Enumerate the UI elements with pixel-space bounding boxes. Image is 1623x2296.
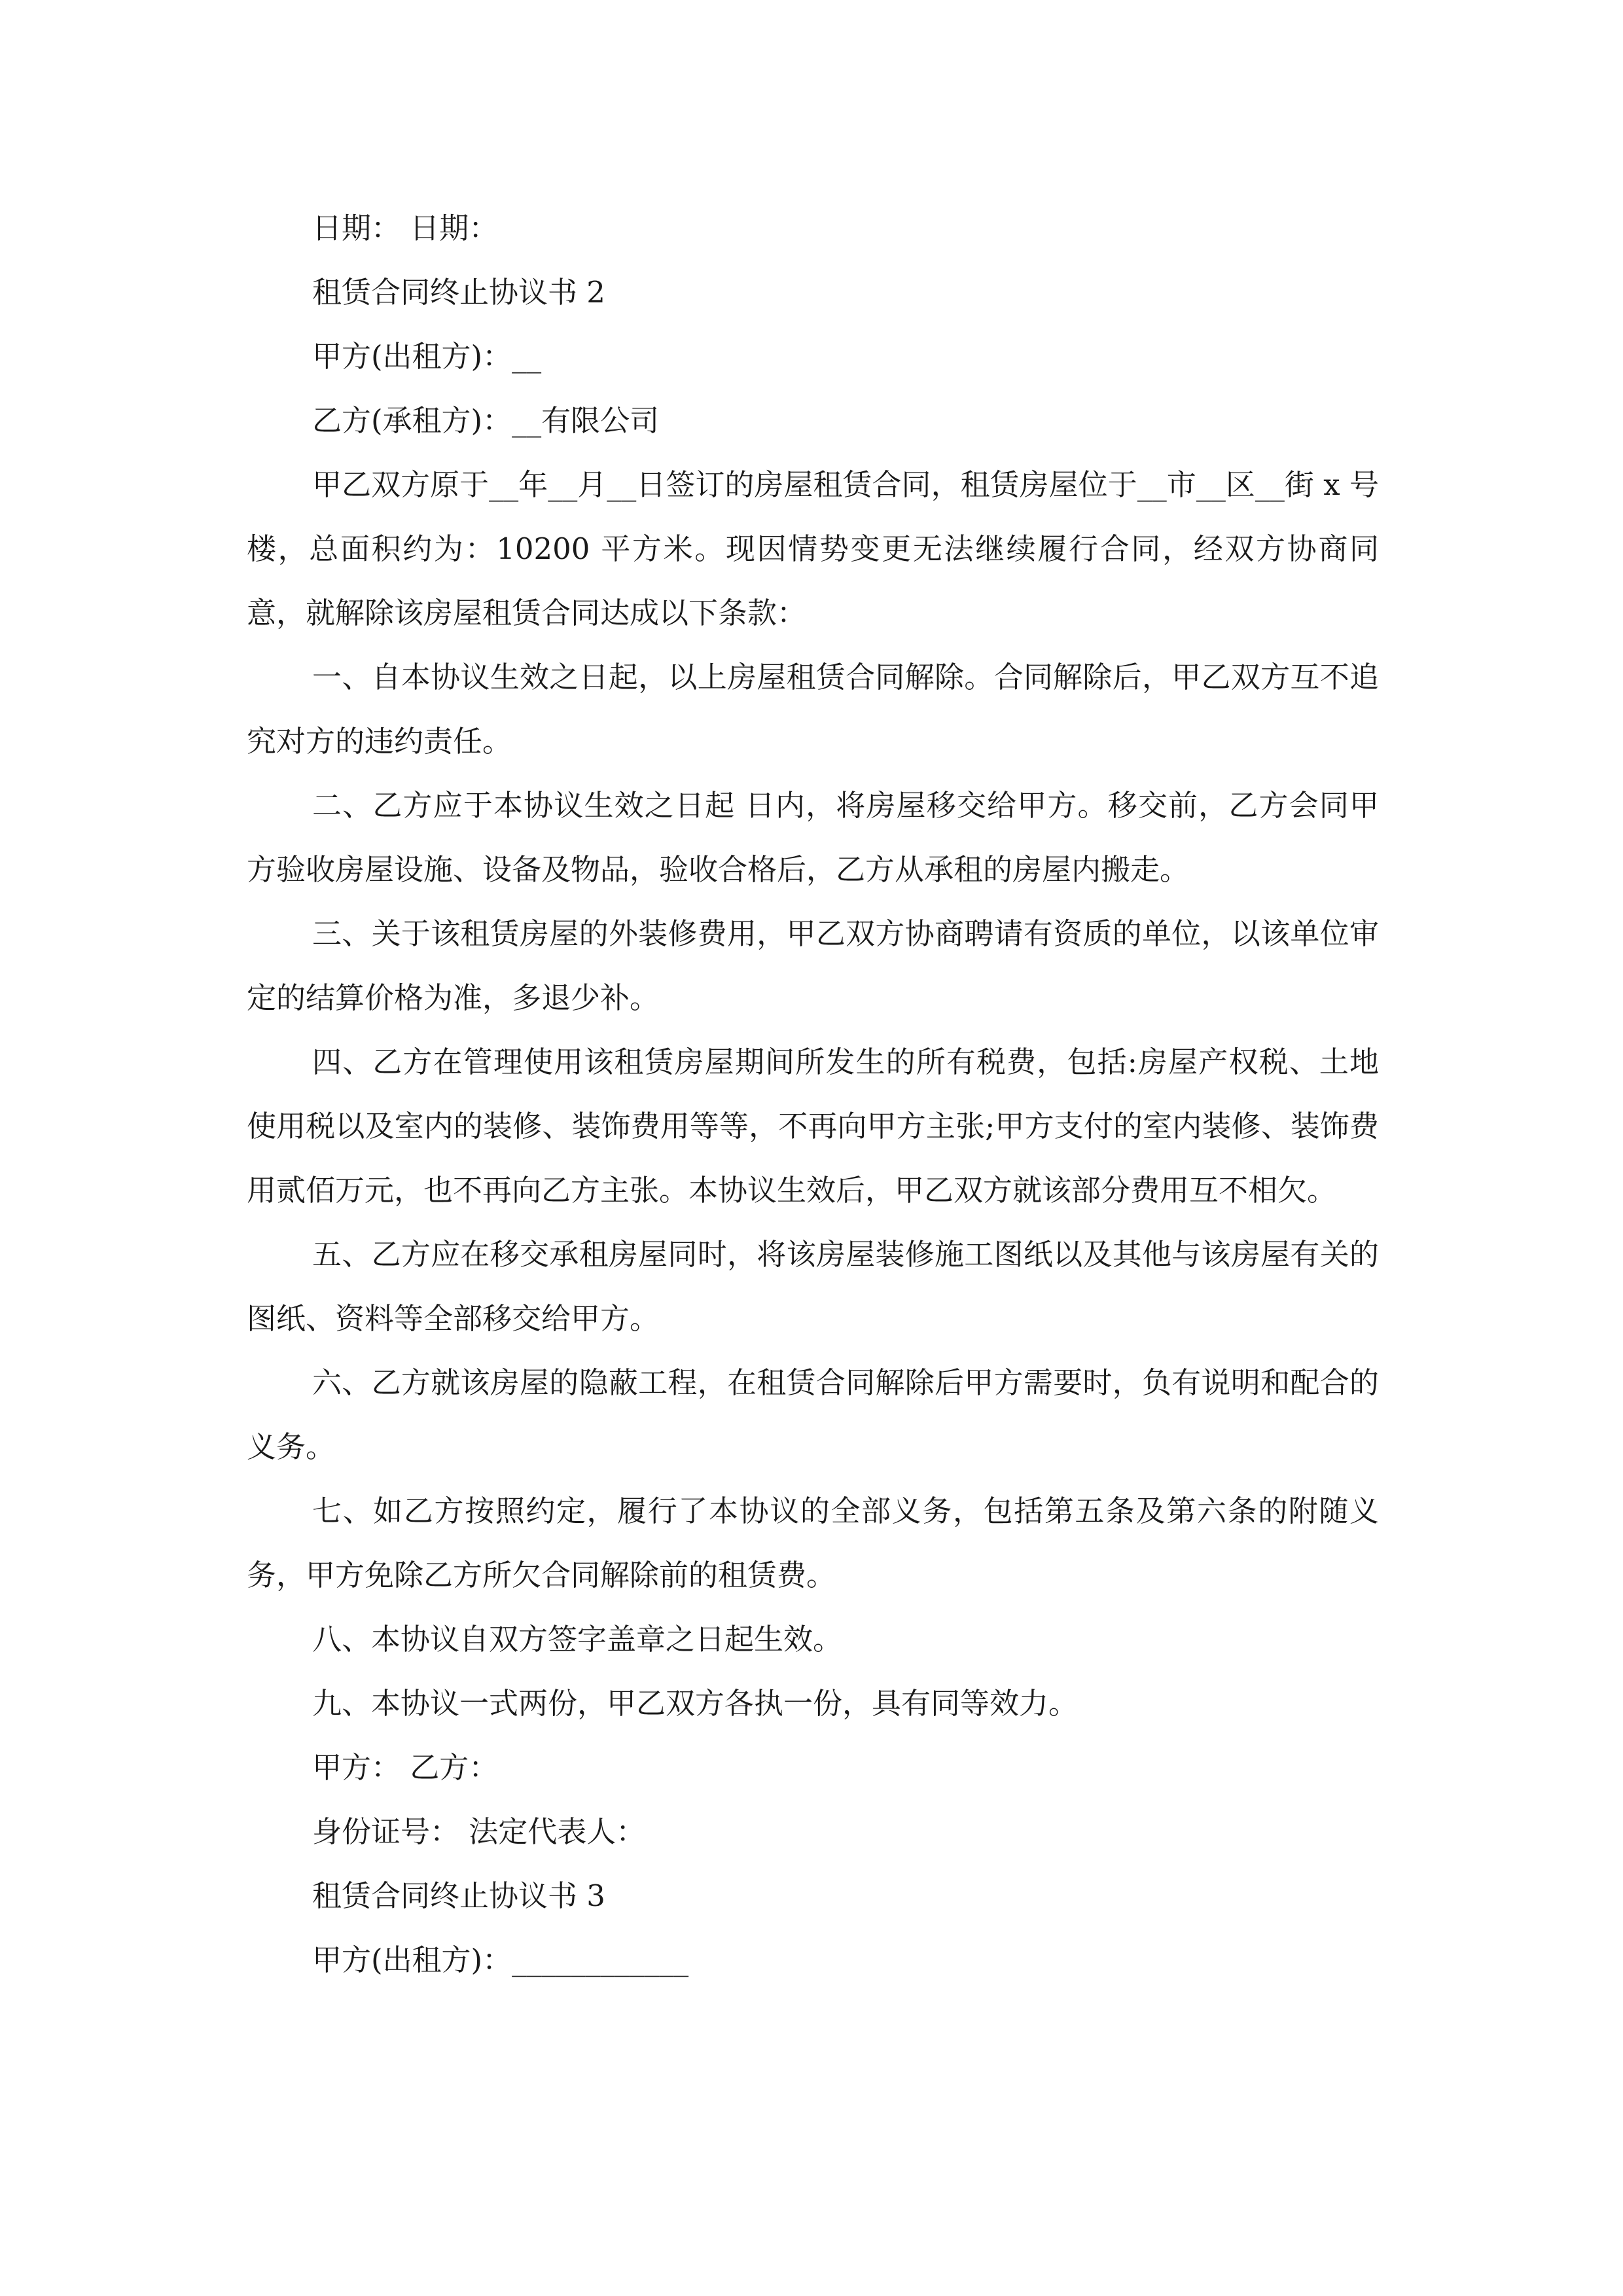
party-b-line: 乙方(承租方)：__有限公司 [312,403,660,438]
clause-5: 五、乙方应在移交承租房屋同时，将该房屋装修施工图纸以及其他与该房屋有关的图纸、资料等全部移交给甲方。 [247,1237,1379,1336]
clause-7: 七、如乙方按照约定，履行了本协议的全部义务，包括第五条及第六条的附随义务，甲方免除乙方所欠合同解除前的租赁费。 [247,1494,1379,1592]
clause-8: 八、本协议自双方签字盖章之日起生效。 [312,1622,843,1657]
party-a-line-3: 甲方(出租方)：____________ [312,1943,689,1977]
agreement-title-2: 租赁合同终止协议书 2 [312,275,605,310]
agreement-title-3: 租赁合同终止协议书 3 [312,1878,605,1913]
clause-1: 一、自本协议生效之日起，以上房屋租赁合同解除。合同解除后，甲乙双方互不追究对方的违约责任。 [247,660,1379,759]
clause-6: 六、乙方就该房屋的隐蔽工程，在租赁合同解除后甲方需要时，负有说明和配合的义务。 [247,1365,1379,1464]
clause-3: 三、关于该租赁房屋的外装修费用，甲乙双方协商聘请有资质的单位，以该单位审定的结算价格为准，多退少补。 [247,916,1379,1015]
date-line: 日期： 日期： [312,211,499,245]
document-body [247,196,1379,1992]
preamble-paragraph: 甲乙双方原于__年__月__日签订的房屋租赁合同，租赁房屋位于__市__区__街 x 号楼，总面积约为：10200 平方米。现因情势变更无法继续履行合同，经双方协商同意，就解除该房屋租赁合同达成以下条款： [247,467,1379,630]
clause-9: 九、本协议一式两份，甲乙双方各执一份，具有同等效力。 [312,1686,1079,1721]
signature-parties-line: 甲方： 乙方： [312,1750,499,1785]
party-a-line: 甲方(出租方)：__ [312,339,542,374]
clause-2: 二、乙方应于本协议生效之日起 日内，将房屋移交给甲方。移交前，乙方会同甲方验收房屋设施、设备及物品，验收合格后，乙方从承租的房屋内搬走。 [247,788,1379,887]
clause-4: 四、乙方在管理使用该租赁房屋期间所发生的所有税费，包括:房屋产权税、土地使用税以及室内的装修、装饰费用等等，不再向甲方主张;甲方支付的室内装修、装饰费用贰佰万元，也不再向乙方主张。本协议生效后，甲乙双方就该部分费用互不相欠。 [247,1045,1379,1208]
id-representative-line: 身份证号： 法定代表人： [312,1814,646,1849]
